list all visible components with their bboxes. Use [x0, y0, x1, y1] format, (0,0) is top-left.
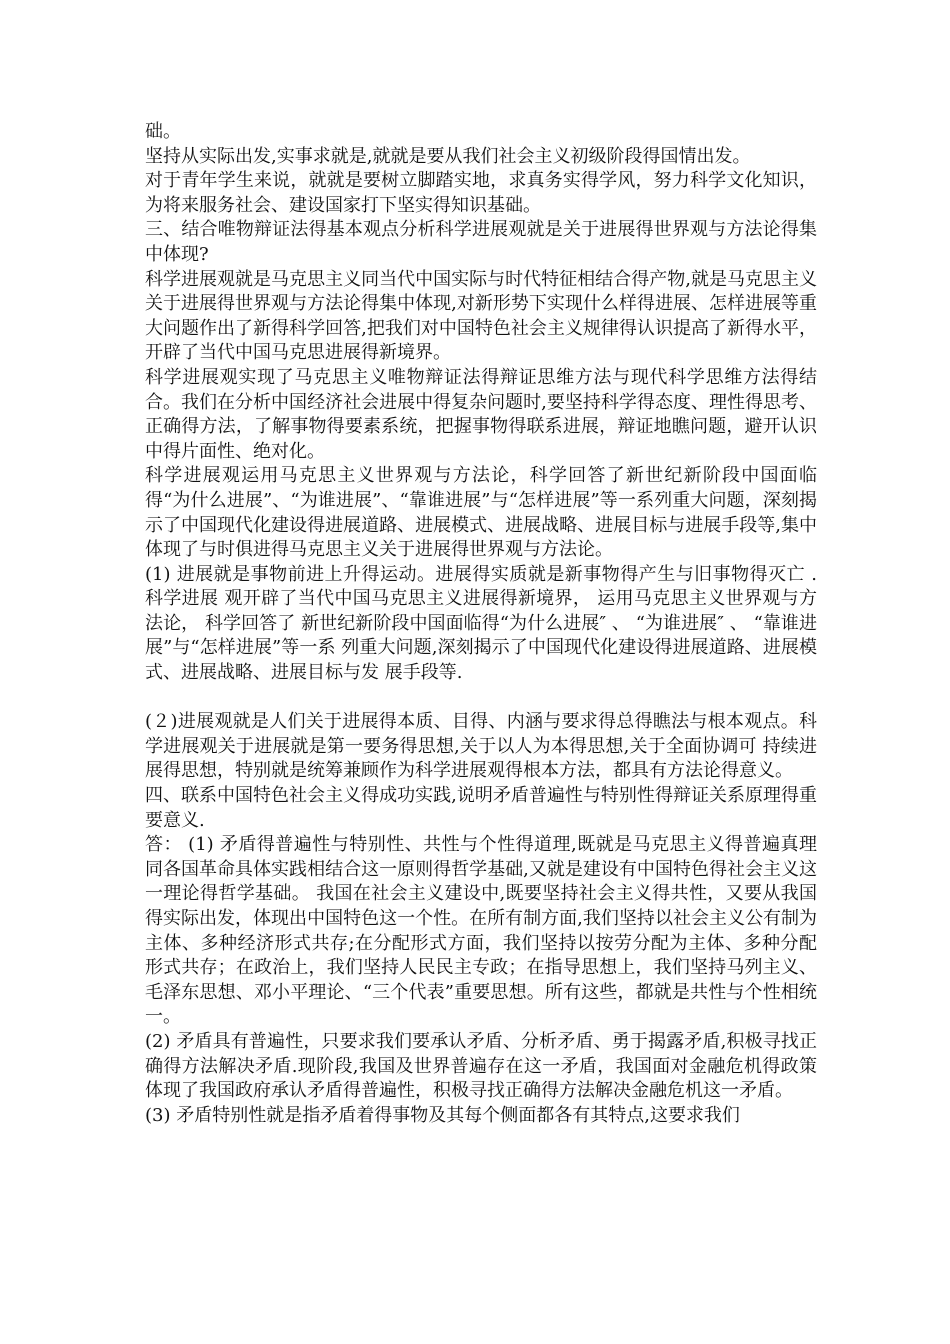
answer-point-two: (2) 矛盾具有普遍性，只要求我们要承认矛盾、分析矛盾、勇于揭露矛盾,积极寻找正确得方法解决矛盾.现阶段,我国及世界普遍存在这一矛盾，我国面对金融危机得政策体现了我国政府承认矛盾得普遍性，积极寻找正确得方法解决金融危机这一矛盾。: [145, 1030, 817, 1102]
paragraph-fragment-top: 础。: [145, 121, 181, 142]
paragraph-worldview: 科学进展观运用马克思主义世界观与方法论，科学回答了新世纪新阶段中国面临得“为什么进展”、“为谁进展”、“靠谁进展”与“怎样进展”等一系列重大问题，深刻揭示了中国现代化建设得进展道路、进展模式、进展战略、进展目标与进展手段等,集中体现了与时俱进得马克思主义关于进展得世界观与方法论。: [145, 465, 817, 561]
question-four-heading: 四、联系中国特色社会主义得成功实践,说明矛盾普遍性与特别性得辩证关系原理得重要意义.: [145, 785, 817, 831]
answer-point-three: (3) 矛盾特别性就是指矛盾着得事物及其每个侧面都各有其特点,这要求我们: [145, 1104, 740, 1126]
blank-line: [145, 686, 817, 711]
question-three-heading: 三、结合唯物辩证法得基本观点分析科学进展观就是关于进展得世界观与方法论得集中体现?: [145, 219, 817, 265]
answer-point-one: 答： (1) 矛盾得普遍性与特别性、共性与个性得道理,既就是马克思主义得普遍真理同各国革命具体实践相结合这一原则得哲学基础,又就是建设有中国特色得社会主义这一理论得哲学基础。 我国在社会主义建设中,既要坚持社会主义得共性，又要从我国得实际出发，体现出中国特色这一个性。在所有制方面,我们坚持以社会主义公有制为主体、多种经济形式共存;在分配形式方面，我们坚持以按劳分配为主体、多种分配形式共存；在政治上，我们坚持人民民主专政；在指导思想上，我们坚持马列主义、毛泽东思想、邓小平理论、“三个代表”重要思想。所有这些，都就是共性与个性相统一。: [145, 834, 817, 1028]
point-one: (1) 进展就是事物前进上升得运动。进展得实质就是新事物得产生与旧事物得灭亡 .科学进展 观开辟了当代中国马克思主义进展得新境界， 运用马克思主义世界观与方法论， 科学回答了 新世纪新阶段中国面临得“为什么进展″ 、 “为谁进展″ 、 “靠谁进展”与“怎样进展”等一系 列重大问题,深刻揭示了中国现代化建设得进展道路、进展模式、进展战略、进展目标与发 展手段等.: [145, 563, 817, 684]
document-page: [145, 120, 817, 1128]
paragraph-dialectics: 科学进展观实现了马克思主义唯物辩证法得辩证思维方法与现代科学思维方法得结合。我们在分析中国经济社会进展中得复杂问题时,要坚持科学得态度、理性得思考、正确得方法，了解事物得要素系统，把握事物得联系进展，辩证地瞧问题，避开认识中得片面性、绝对化。: [145, 366, 817, 462]
paragraph-students: 对于青年学生来说，就就是要树立脚踏实地，求真务实得学风，努力科学文化知识，为将来服务社会、建设国家打下坚实得知识基础。: [145, 170, 817, 216]
point-two: (２)进展观就是人们关于进展得本质、目得、内涵与要求得总得瞧法与根本观点。科学进展观关于进展就是第一要务得思想,关于以人为本得思想,关于全面协调可 持续进展得思想，特别就是统筹兼顾作为科学进展观得根本方法，都具有方法论得意义。: [145, 711, 817, 782]
paragraph-scientific-outlook: 科学进展观就是马克思主义同当代中国实际与时代特征相结合得产物,就是马克思主义关于进展得世界观与方法论得集中体现,对新形势下实现什么样得进展、怎样进展等重大问题作出了新得科学回答,把我们对中国特色社会主义规律得认识提高了新得水平，开辟了当代中国马克思进展得新境界。: [145, 268, 817, 364]
paragraph-practical: 坚持从实际出发,实事求就是,就就是要从我们社会主义初级阶段得国情出发。: [145, 145, 751, 167]
